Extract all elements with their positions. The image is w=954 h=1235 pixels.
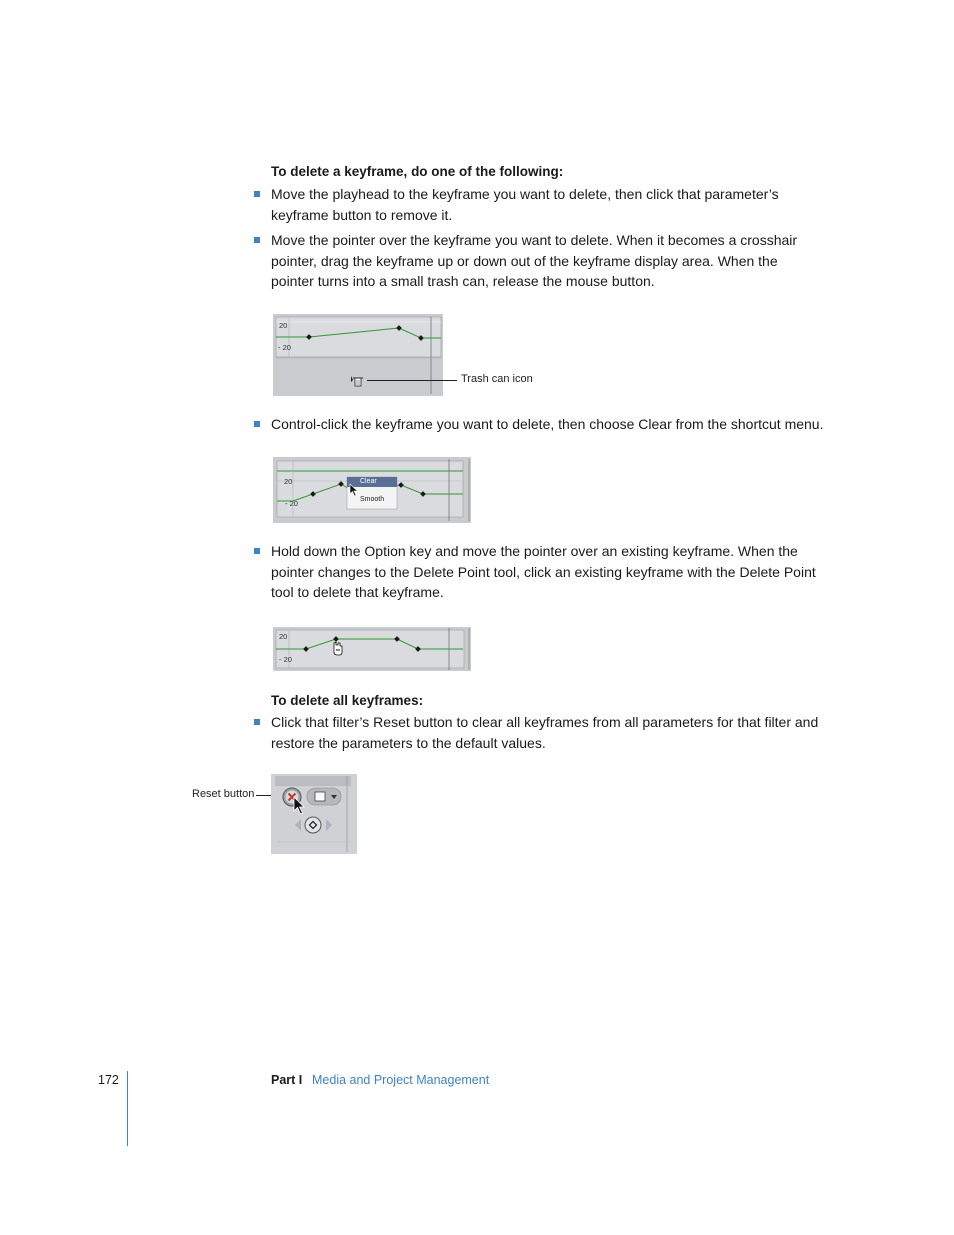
footer-chapter-title: Media and Project Management [312, 1073, 490, 1087]
menu-item-smooth[interactable]: Smooth [360, 496, 385, 503]
axis-label-bottom: - 20 [285, 499, 298, 508]
axis-label-top: 20 [279, 321, 288, 330]
keyframe-shortcut-menu-screenshot [273, 457, 471, 528]
axis-label-bottom: - 20 [278, 343, 291, 352]
bullet-square-icon [254, 237, 260, 243]
footer-part: Part I [271, 1073, 303, 1087]
keyframe-graph [273, 627, 471, 671]
bullet-square-icon [254, 421, 260, 427]
section-heading-delete-all-keyframes: To delete all keyframes: [271, 693, 424, 708]
menu-item-clear[interactable]: Clear [360, 478, 377, 485]
list-item [254, 414, 834, 435]
bullet-square-icon [254, 548, 260, 554]
keyframe-graph-trash-screenshot [273, 314, 443, 401]
list-item-text: Move the playhead to the keyframe you want to delete, then click that parameter’s keyframe button to remove it. [271, 186, 779, 223]
callout-reset-button: Reset button [192, 788, 255, 800]
keyframe-graph [273, 314, 443, 396]
arrow-pointer-icon [293, 796, 307, 816]
list-item-text: Click that filter’s Reset button to clear all keyframes from all parameters for that filter and restore the parameters to the default values. [271, 714, 819, 751]
bullet-square-icon [254, 191, 260, 197]
list-item-text: Control-click the keyframe you want to delete, then choose Clear from the shortcut menu. [271, 416, 824, 432]
list-item-text: Hold down the Option key and move the pointer over an existing keyframe. When the pointer changes to the Delete Point tool, click an existing keyframe with the Delete Point tool to delete that keyframe. [271, 543, 816, 600]
axis-label-top: 20 [279, 632, 288, 641]
page-number: 172 [98, 1073, 119, 1087]
list-item [254, 184, 824, 225]
reset-button-screenshot [271, 774, 357, 859]
list-item [254, 541, 824, 603]
list-item [254, 230, 824, 292]
list-item [254, 712, 824, 753]
list-item-text: Move the pointer over the keyframe you want to delete. When it becomes a crosshair pointer, drag the keyframe up or down out of the keyframe display area. When the pointer turns into a small trash can, release the mouse button. [271, 232, 798, 289]
arrow-pointer-icon [349, 483, 359, 497]
axis-label-bottom: - 20 [279, 655, 292, 664]
axis-label-top: 20 [284, 477, 293, 486]
section-heading-delete-keyframe: To delete a keyframe, do one of the following: [271, 164, 564, 179]
footer-rule [127, 1071, 128, 1146]
delete-point-tool-screenshot [273, 627, 471, 676]
callout-line [367, 380, 457, 381]
keyframe-graph [273, 457, 471, 523]
filter-controls [271, 774, 357, 854]
callout-trash-can-icon: Trash can icon [461, 373, 533, 385]
bullet-square-icon [254, 719, 260, 725]
